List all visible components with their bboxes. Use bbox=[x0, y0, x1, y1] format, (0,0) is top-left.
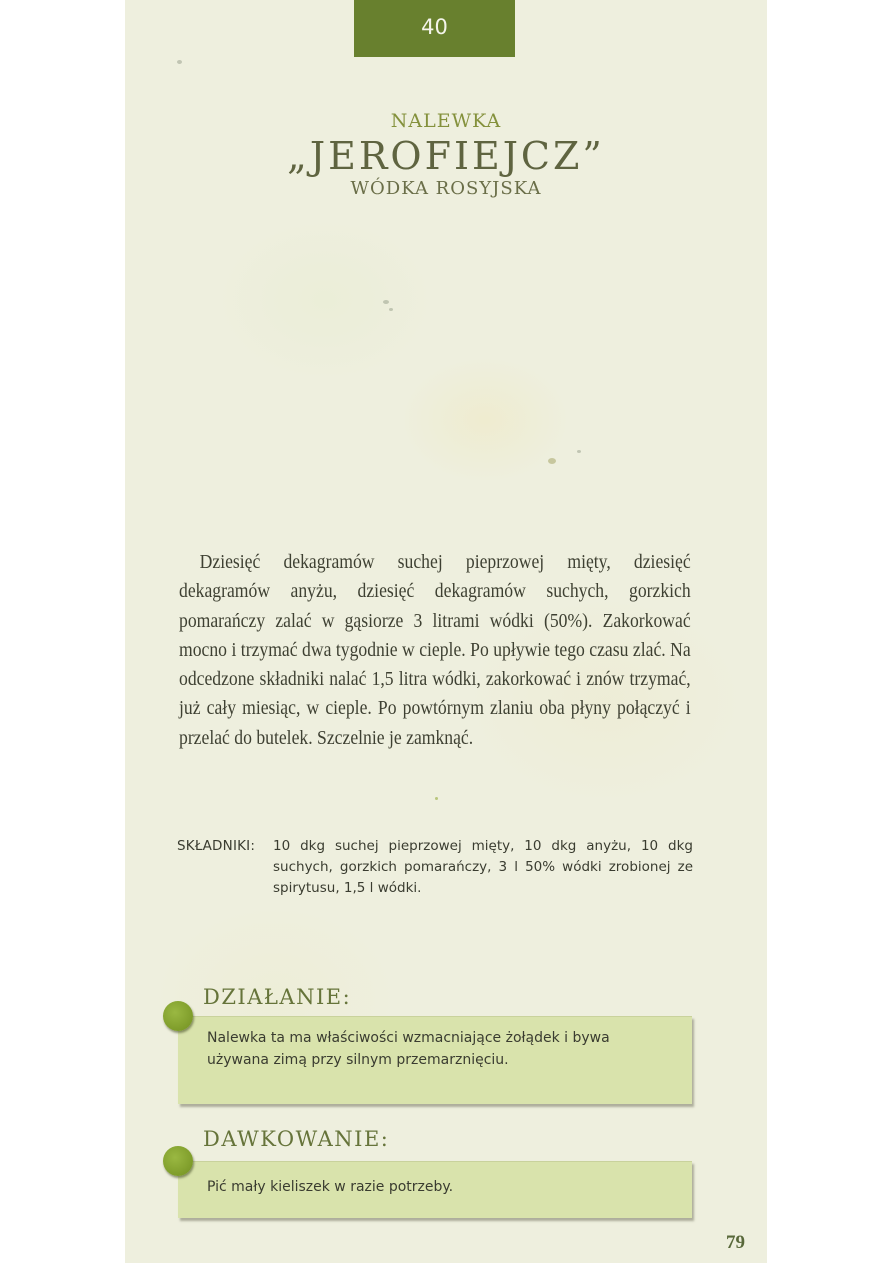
section-heading-dzialanie: DZIAŁANIE: bbox=[203, 985, 352, 1009]
page-number: 79 bbox=[726, 1232, 745, 1253]
section-heading-dawkowanie: DAWKOWANIE: bbox=[203, 1127, 390, 1151]
paper-speck bbox=[548, 458, 556, 464]
title-kicker: NALEWKA bbox=[390, 110, 502, 132]
green-bullet-icon bbox=[163, 1146, 193, 1176]
recipe-title: „JEROFIEJCZ” bbox=[287, 134, 605, 178]
paper-speck bbox=[389, 308, 393, 311]
paper-speck bbox=[577, 450, 581, 453]
paper-speck bbox=[177, 60, 182, 64]
info-box-dawkowanie bbox=[178, 1161, 692, 1218]
recipe-title-block bbox=[125, 108, 767, 200]
recipe-number-tab bbox=[354, 0, 515, 57]
info-text-dawkowanie: Pić mały kieliszek w razie potrzeby. bbox=[207, 1179, 454, 1195]
recipe-number: 40 bbox=[421, 15, 448, 39]
paper-speck bbox=[383, 300, 389, 304]
green-bullet-icon bbox=[163, 1001, 193, 1031]
recipe-subtitle: WÓDKA ROSYJSKA bbox=[350, 178, 542, 199]
info-box-dzialanie bbox=[178, 1016, 692, 1104]
ingredients-list: 10 dkg suchej pieprzowej mięty, 10 dkg anyżu, 10 dkg suchych, gorzkich pomarańczy, 3 l 50% wódki zrobionej ze spirytusu, 1,5 l wódki. bbox=[273, 838, 693, 896]
recipe-instructions: Dziesięć dekagramów suchej pieprzowej mięty, dziesięć dekagramów anyżu, dziesięć dekagramów suchych, gorzkich pomarańczy zalać w gąsiorze 3 litrami wódki (50%). Zakorkować mocno i trzymać dwa tygodnie w cieple. Po upływie tego czasu zlać. Na odcedzone składniki nalać 1,5 litra wódki, zakorkować i znów trzymać, już cały miesiąc, w cieple. Po powtórnym zlaniu oba płyny połączyć i przelać do butelek. Szczelnie je zamknąć. bbox=[179, 551, 691, 749]
paper-speck bbox=[435, 797, 438, 800]
book-page bbox=[125, 0, 767, 1263]
info-text-dzialanie: Nalewka ta ma właściwości wzmacniające żołądek i bywa używana zimą przy silnym przemarznięciu. bbox=[207, 1030, 610, 1068]
ingredients-label: SKŁADNIKI: bbox=[177, 838, 256, 854]
